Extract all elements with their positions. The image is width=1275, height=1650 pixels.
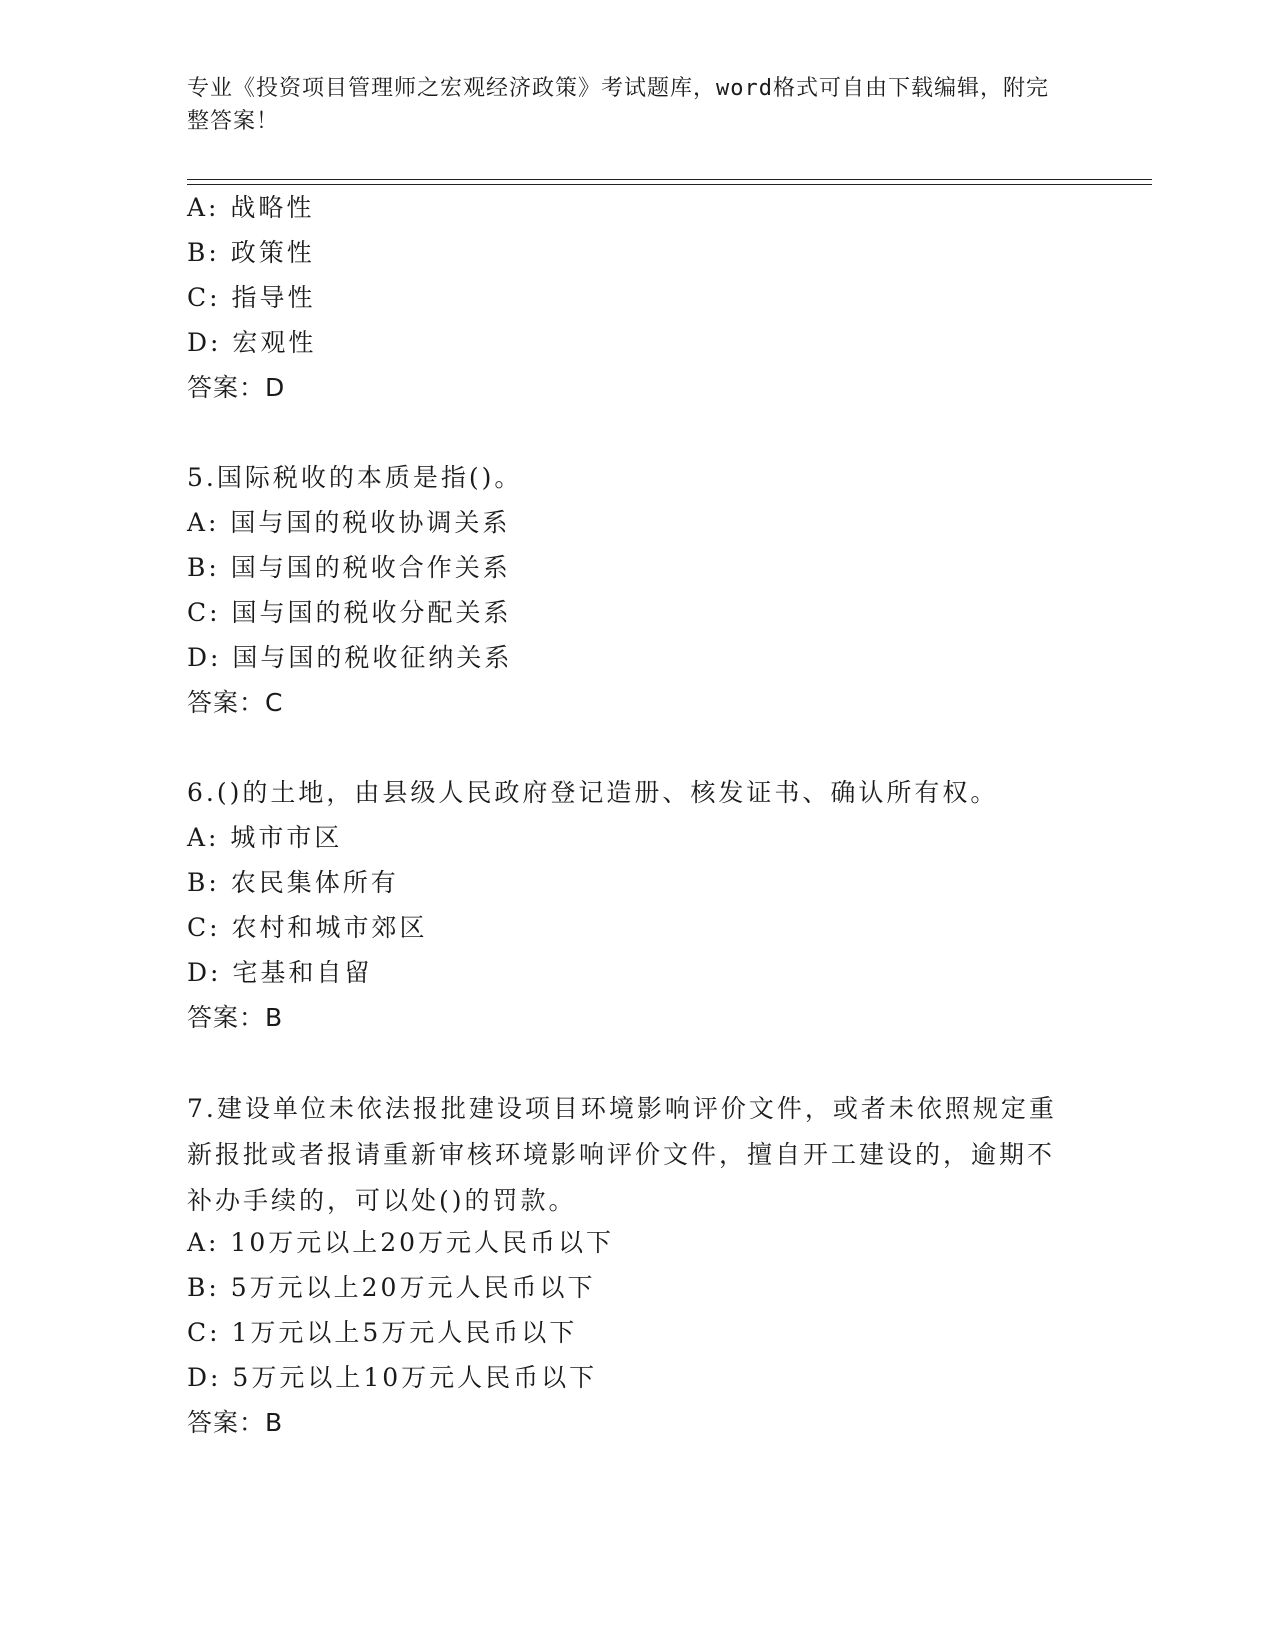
q7-option-a: A: 10万元以上20万元人民币以下 [187, 1228, 615, 1257]
header-divider-top [187, 179, 1152, 180]
q4-option-d: D: 宏观性 [187, 328, 317, 357]
q4-option-c: C: 指导性 [187, 283, 316, 312]
q5-option-a: A: 国与国的税收协调关系 [187, 508, 511, 537]
q5-option-c: C: 国与国的税收分配关系 [187, 598, 512, 627]
q5-option-b: B: 国与国的税收合作关系 [187, 553, 511, 582]
q6-option-b: B: 农民集体所有 [187, 868, 399, 897]
q4-answer: 答案：D [187, 373, 286, 402]
q6-answer: 答案：B [187, 1003, 284, 1032]
q5-answer: 答案：C [187, 688, 284, 717]
header-divider-bottom [187, 184, 1152, 185]
q7-option-c: C: 1万元以上5万元人民币以下 [187, 1318, 578, 1347]
q6-option-a: A: 城市市区 [187, 823, 343, 852]
q6-option-d: D: 宅基和自留 [187, 958, 373, 987]
q6-question: 6.()的土地，由县级人民政府登记造册、核发证书、确认所有权。 [187, 778, 999, 807]
q4-option-b: B: 政策性 [187, 238, 315, 267]
q5-question: 5.国际税收的本质是指()。 [187, 463, 523, 492]
q7-question: 7.建设单位未依法报批建设项目环境影响评价文件，或者未依照规定重新报批或者报请重新审核环境影响评价文件，擅自开工建设的，逾期不补办手续的，可以处()的罚款。 [187, 1094, 1057, 1215]
q7-option-b: B: 5万元以上20万元人民币以下 [187, 1273, 596, 1302]
document-header: 专业《投资项目管理师之宏观经济政策》考试题库，word格式可自由下载编辑，附完整答案！ [187, 76, 1049, 134]
q7-answer: 答案：B [187, 1408, 284, 1437]
q4-option-a: A: 战略性 [187, 193, 315, 222]
q7-option-d: D: 5万元以上10万元人民币以下 [187, 1363, 598, 1392]
q5-option-d: D: 国与国的税收征纳关系 [187, 643, 513, 672]
q6-option-c: C: 农村和城市郊区 [187, 913, 428, 942]
